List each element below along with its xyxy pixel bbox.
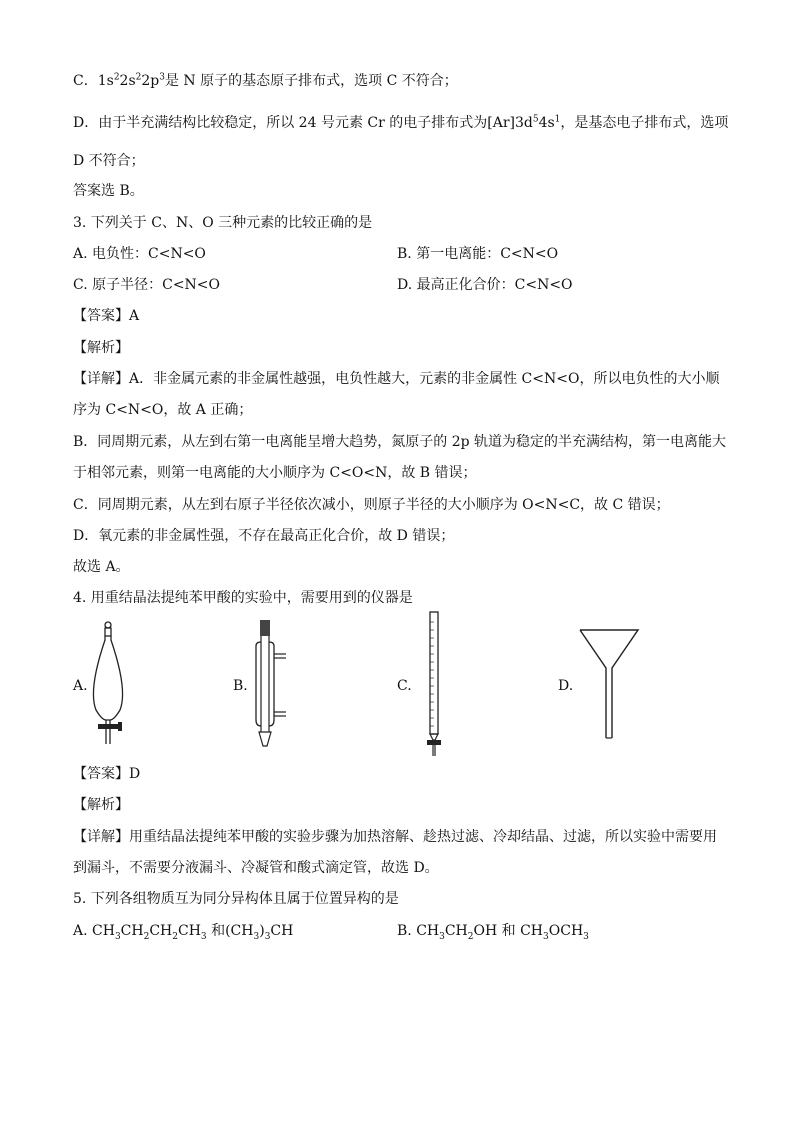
q3-answer: 【答案】A xyxy=(73,308,140,324)
text: 是 N 原子的基态原子排布式，选项 C 不符合； xyxy=(164,73,458,89)
text: 和(CH xyxy=(206,923,254,939)
text: 2p xyxy=(141,73,160,89)
text: 2s xyxy=(119,73,136,89)
subscript: 2 xyxy=(143,931,150,942)
question-3: 3. 下列关于 C、N、O 三种元素的比较正确的是 xyxy=(73,215,373,231)
q4-option-a-label: A. xyxy=(73,678,88,694)
text: CH xyxy=(444,923,468,939)
q3-detail-1: 【详解】A．非金属元素的非金属性越强，电负性越大，元素的非金属性 C<N<O，所以电负性的大小顺 xyxy=(73,371,720,387)
q3-analysis: 【解析】 xyxy=(73,340,129,356)
text: D．由于半充满结构比较稳定，所以 24 号元素 Cr 的电子排布式为[Ar]3d xyxy=(73,115,533,131)
subscript: 3 xyxy=(253,931,260,942)
subscript: 3 xyxy=(264,931,271,942)
q3-detail-6: D．氧元素的非金属性强，不存在最高正化合价，故 D 错误； xyxy=(73,528,455,544)
superscript: 1 xyxy=(554,114,561,125)
subscript: 2 xyxy=(172,931,178,942)
text: A. CH xyxy=(73,923,115,939)
q4-answer: 【答案】D xyxy=(73,766,141,782)
subscript: 3 xyxy=(200,931,207,942)
question-5: 5. 下列各组物质互为同分异构体且属于位置异构的是 xyxy=(73,891,399,907)
q4-detail-1: 【详解】用重结晶法提纯苯甲酸的实验步骤为加热溶解、趁热过滤、冷却结晶、过滤，所以实验中需要用 xyxy=(73,829,717,845)
burette-icon xyxy=(422,612,446,758)
q3-option-c: C. 原子半径：C<N<O xyxy=(73,277,221,293)
q3-detail-5: C．同周期元素，从左到右原子半径依次减小，则原子半径的大小顺序为 O<N<C，故 C 错误； xyxy=(73,497,670,513)
text: C． xyxy=(73,73,98,89)
subscript: 3 xyxy=(114,931,121,942)
condenser-icon xyxy=(248,620,292,752)
option-d-line xyxy=(73,114,728,132)
superscript: 3 xyxy=(159,72,165,83)
text: CH xyxy=(149,923,173,939)
option-c-line xyxy=(73,72,458,90)
question-4: 4. 用重结晶法提纯苯甲酸的实验中，需要用到的仪器是 xyxy=(73,590,413,606)
q5-option-b xyxy=(397,922,589,940)
q5-option-a xyxy=(73,922,293,940)
answer-b: 答案选 B。 xyxy=(73,183,144,199)
q3-detail-4: 于相邻元素，则第一电离能的大小顺序为 C<O<N，故 B 错误； xyxy=(73,465,477,481)
subscript: 3 xyxy=(583,931,589,942)
separatory-funnel-icon xyxy=(86,620,136,746)
subscript: 3 xyxy=(543,931,549,942)
text: CH xyxy=(120,923,144,939)
superscript: 2 xyxy=(135,72,142,83)
superscript: 5 xyxy=(532,114,539,125)
text: 4s xyxy=(538,115,555,131)
text: CH xyxy=(270,923,294,939)
q3-option-b: B. 第一电离能：C<N<O xyxy=(397,246,559,262)
q3-detail-3: B．同周期元素，从左到右第一电离能呈增大趋势，氮原子的 2p 轨道为稳定的半充满结构，第一电离能大 xyxy=(73,434,727,450)
q4-detail-2: 到漏斗，不需要分液漏斗、冷凝管和酸式滴定管，故选 D。 xyxy=(73,860,439,876)
text: 1s xyxy=(97,73,114,89)
funnel-icon xyxy=(578,628,642,740)
text: OH 和 CH xyxy=(473,923,544,939)
q3-option-a: A. 电负性：C<N<O xyxy=(73,246,206,262)
q3-option-d: D. 最高正化合价：C<N<O xyxy=(397,277,573,293)
q4-option-b-label: B. xyxy=(233,678,248,694)
q4-option-c-label: C. xyxy=(397,678,412,694)
q4-option-d-label: D. xyxy=(558,678,574,694)
text: ，是基态电子排布式，选项 xyxy=(560,115,729,131)
subscript: 2 xyxy=(467,931,474,942)
superscript: 2 xyxy=(113,72,120,83)
q4-analysis: 【解析】 xyxy=(73,797,129,813)
text: CH xyxy=(177,923,201,939)
text: B. CH xyxy=(397,923,440,939)
text: OCH xyxy=(548,923,584,939)
option-d-line-2: D 不符合； xyxy=(73,153,145,169)
text: ) xyxy=(259,923,265,939)
subscript: 3 xyxy=(439,931,445,942)
q3-conclusion: 故选 A。 xyxy=(73,559,130,575)
q3-detail-2: 序为 C<N<O，故 A 正确； xyxy=(73,402,253,418)
